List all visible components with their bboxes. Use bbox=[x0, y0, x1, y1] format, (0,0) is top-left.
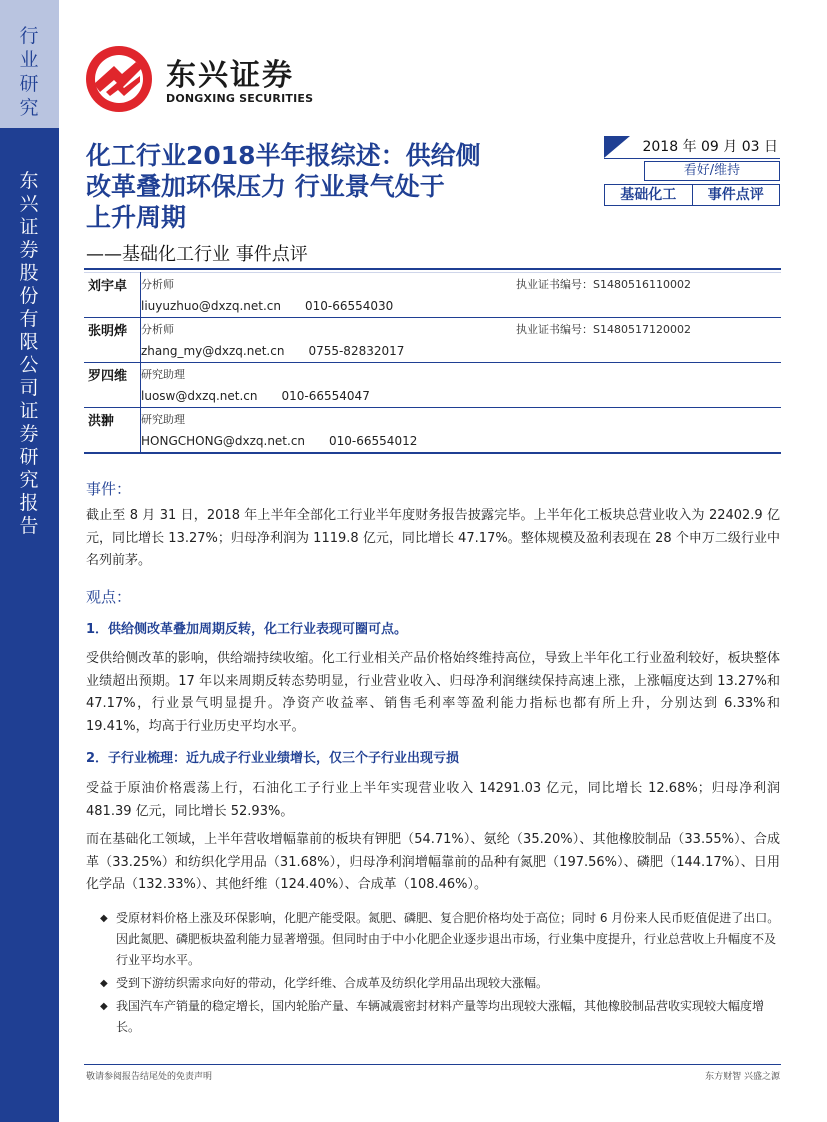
analyst-phone: 0755-82832017 bbox=[308, 344, 405, 358]
diamond-bullet-icon: ◆ bbox=[100, 978, 108, 989]
analyst-role: 研究助理 bbox=[141, 413, 185, 426]
analyst-email[interactable]: liuyuzhuo@dxzq.net.cn bbox=[141, 299, 281, 313]
date-corner-triangle bbox=[604, 136, 630, 158]
analyst-column-divider bbox=[140, 272, 141, 452]
list-item: ◆ 我国汽车产销量的稳定增长，国内轮胎产量、车辆减震密封材料产量等均出现较大涨幅，其他橡胶制品营收实现较大幅度增长。 bbox=[100, 996, 780, 1038]
analyst-row bbox=[84, 363, 781, 408]
analyst-email[interactable]: zhang_my@dxzq.net.cn bbox=[141, 344, 285, 358]
report-info-box bbox=[604, 136, 780, 206]
logo-emblem-icon bbox=[84, 44, 154, 114]
analyst-role: 分析师 bbox=[141, 278, 174, 291]
sidebar-category-label: 行 业 研 究 bbox=[19, 25, 39, 119]
rating-badge: 看好/维持 bbox=[644, 161, 780, 181]
analyst-name: 罗四维 bbox=[88, 368, 128, 384]
analyst-cert: 执业证书编号：S1480516110002 bbox=[516, 278, 691, 291]
point-2-paragraph-1: 受益于原油价格震荡上行，石油化工子行业上半年实现营业收入 14291.03 亿元，同比增长 12.68%；归母净利润 481.39 亿元，同比增长 52.93%。 bbox=[86, 781, 780, 819]
analyst-cert: 执业证书编号：S1480517120002 bbox=[516, 323, 691, 336]
analyst-name: 刘宇卓 bbox=[88, 278, 128, 294]
diamond-bullet-icon: ◆ bbox=[100, 1001, 108, 1012]
tag-sector: 基础化工 bbox=[604, 184, 693, 206]
left-sidebar bbox=[0, 0, 59, 1122]
analyst-name: 张明烨 bbox=[88, 323, 128, 339]
report-subtitle: ——基础化工行业 事件点评 bbox=[86, 244, 308, 265]
list-item: ◆ 受到下游纺织需求向好的带动，化学纤维、合成革及纺织化学用品出现较大涨幅。 bbox=[100, 973, 780, 994]
analyst-email[interactable]: luosw@dxzq.net.cn bbox=[141, 389, 258, 403]
report-title: 化工行业2018半年报综述：供给侧 改革叠加环保压力 行业景气处于 上升周期 bbox=[86, 141, 481, 232]
analyst-name: 洪翀 bbox=[88, 413, 115, 429]
analyst-phone: 010-66554012 bbox=[329, 434, 418, 448]
info-divider bbox=[604, 158, 780, 159]
view-heading: 观点： bbox=[86, 588, 132, 606]
logo-name-cn: 东兴证券 bbox=[166, 58, 294, 93]
analyst-phone: 010-66554030 bbox=[305, 299, 394, 313]
analyst-table bbox=[84, 272, 781, 452]
point-1-paragraph: 受供给侧改革的影响，供给端持续收缩。化工行业相关产品价格始终维持高位，导致上半年化工行业盈利较好，板块整体业绩超出预期。17 年以来周期反转态势明显，行业营业收入、归母净利润继续保持高速上涨，上涨幅度达到 13.27%和 47.17%，行业景气明显提升。净资产收益率、销售毛利率等盈利能力指标也都有所上升，分别达到 6.33%和 19.41%，均高于行业历史平均水平。 bbox=[86, 651, 780, 734]
analyst-phone: 010-66554047 bbox=[281, 389, 370, 403]
bullet-list bbox=[100, 908, 780, 1040]
logo-name-en: DONGXING SECURITIES bbox=[166, 92, 314, 105]
analyst-row bbox=[84, 272, 781, 318]
report-date: 2018 年 09 月 03 日 bbox=[604, 136, 780, 158]
event-heading: 事件： bbox=[86, 480, 132, 498]
tag-type: 事件点评 bbox=[693, 184, 781, 206]
event-paragraph: 截止至 8 月 31 日，2018 年上半年全部化工行业半年度财务报告披露完毕。上半年化工板块总营业收入为 22402.9 亿元，同比增长 13.27%；归母净利润为 1119.8 亿元，同比增长 47.17%。整体规模及盈利表现在 28 个申万二级行业中名列前茅。 bbox=[86, 508, 780, 568]
analyst-table-rule bbox=[84, 452, 781, 454]
footer-slogan: 东方财智 兴盛之源 bbox=[705, 1072, 780, 1082]
list-item: ◆ 受原材料价格上涨及环保影响，化肥产能受限。氮肥、磷肥、复合肥价格均处于高位；同时 6 月份来人民币贬值促进了出口。因此氮肥、磷肥板块盈利能力显著增强。但同时由于中小化肥企业逐步退出市场，行业集中度提升，行业总营收上升幅度不及行业平均水平。 bbox=[100, 908, 780, 971]
point-1-title: 1．供给侧改革叠加周期反转，化工行业表现可圈可点。 bbox=[86, 622, 408, 637]
company-logo bbox=[84, 44, 344, 114]
analyst-role: 研究助理 bbox=[141, 368, 185, 381]
footer-disclaimer: 敬请参阅报告结尾处的免责声明 bbox=[86, 1072, 213, 1082]
analyst-row bbox=[84, 318, 781, 363]
footer-rule bbox=[84, 1064, 781, 1065]
analyst-role: 分析师 bbox=[141, 323, 174, 336]
analyst-row bbox=[84, 408, 781, 452]
point-2-title: 2．子行业梳理：近九成子行业业绩增长，仅三个子行业出现亏损 bbox=[86, 751, 460, 766]
report-tags bbox=[604, 184, 780, 206]
sidebar-company-label: 东 兴 证 券 股 份 有 限 公 司 证 券 研 究 报 告 bbox=[19, 170, 39, 537]
analyst-email[interactable]: HONGCHONG@dxzq.net.cn bbox=[141, 434, 306, 448]
point-2-paragraph-2: 而在基础化工领域，上半年营收增幅靠前的板块有钾肥（54.71%）、氨纶（35.20%）、其他橡胶制品（33.55%）、合成革（33.25%）和纺织化学用品（31.68%），归母净利润增幅靠前的品种有氮肥（197.56%）、磷肥（144.17%）、日用化学品（132.33%）、其他纤维（124.40%）、合成革（108.46%）。 bbox=[86, 832, 780, 892]
header-rule bbox=[84, 268, 781, 270]
diamond-bullet-icon: ◆ bbox=[100, 913, 108, 924]
